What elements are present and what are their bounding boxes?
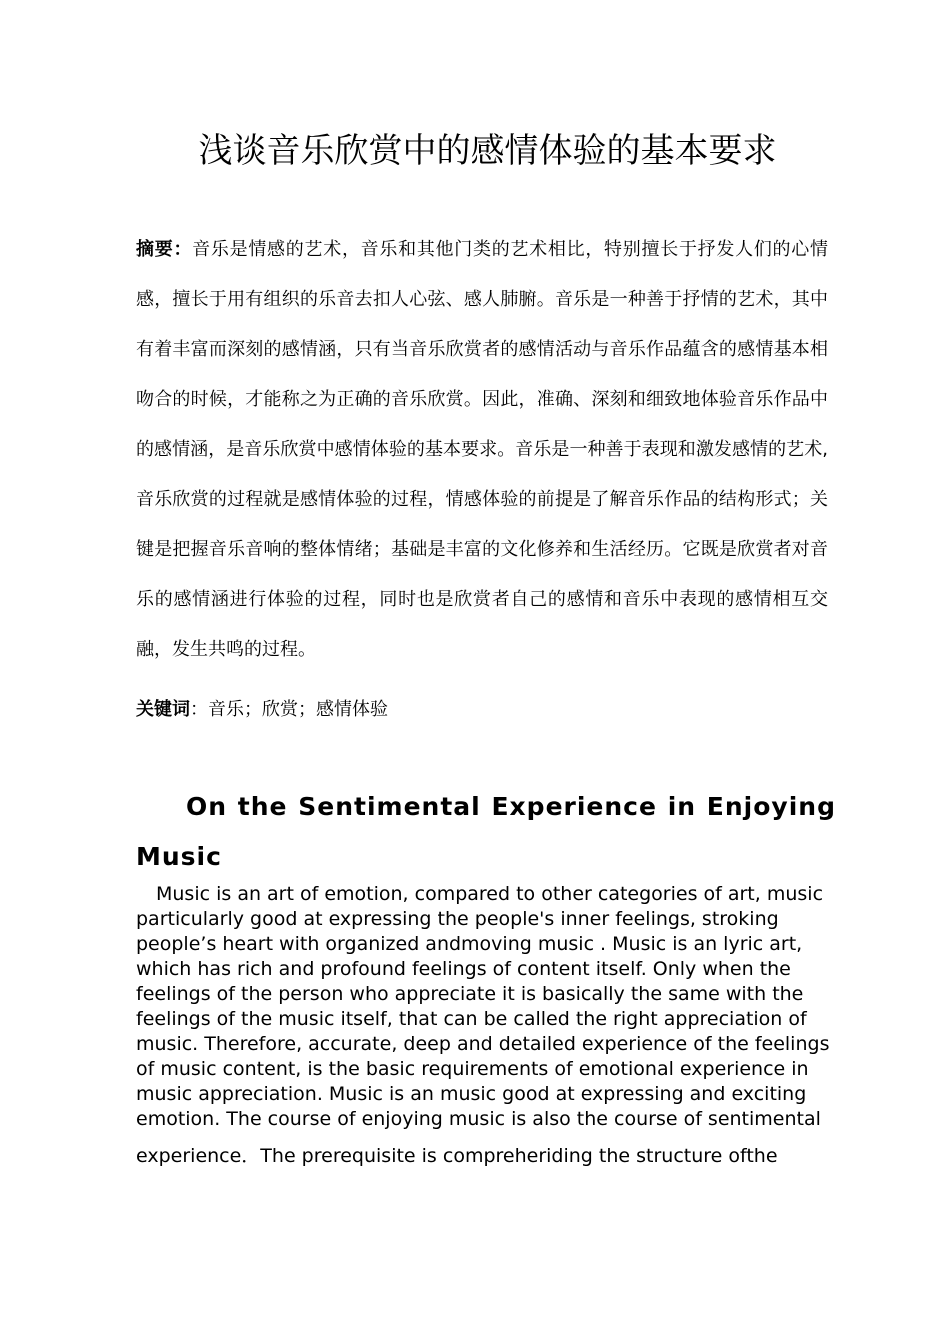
keywords-label: 关键词	[136, 699, 190, 720]
english-title: On the Sentimental Experience in Enjoying Music	[136, 792, 836, 871]
english-abstract: Music is an art of emotion, compared to other categories of art, music particularly good at expressing the people's inner feelings, stroking people’s heart with organized andmoving music . Music is an lyric art, which has rich and profound feelings of content itself. Only when the feelings of the person who appreciate it is basically the same with the feelings of the music itself, that can be called the right appreciation of music. Therefore, accurate, deep and detailed experience of the feelings of music content, is the basic requirements of emotional experience in music appreciation. Music is an music good at expressing and exciting emotion. The course of enjoying music is also the course of sentimental	[136, 883, 830, 1130]
keywords-text: ：音乐；欣赏；感情体验	[190, 699, 388, 720]
english-abstract-continued: experience．The prerequisite is compreheriding the structure ofthe	[136, 1145, 778, 1167]
abstract-label: 摘要：	[136, 239, 193, 260]
abstract-text: 音乐是情感的艺术，音乐和其他门类的艺术相比，特别擅长于抒发人们的心情感，擅长于用有组织的乐音去扣人心弦、感人肺腑。音乐是一种善于抒情的艺术，其中有着丰富而深刻的感情涵，只有当音乐欣赏者的感情活动与音乐作品蕴含的感情基本相吻合的时候，才能称之为正确的音乐欣赏。因此，准确、深刻和细致地体验音乐作品中的感情涵，是音乐欣赏中感情体验的基本要求。音乐是一种善于表现和激发感情的艺术,音乐欣赏的过程就是感情体验的过程，情感体验的前提是了解音乐作品的结构形式；关键是把握音乐音响的整体情绪；基础是丰富的文化修养和生活经历。它既是欣赏者对音乐的感情涵进行体验的过程，同时也是欣赏者自己的感情和音乐中表现的感情相互交融，发生共鸣的过程。	[136, 239, 829, 660]
chinese-abstract	[136, 225, 828, 675]
chinese-title: 浅谈音乐欣赏中的感情体验的基本要求	[198, 131, 777, 171]
keywords-line	[136, 696, 828, 724]
